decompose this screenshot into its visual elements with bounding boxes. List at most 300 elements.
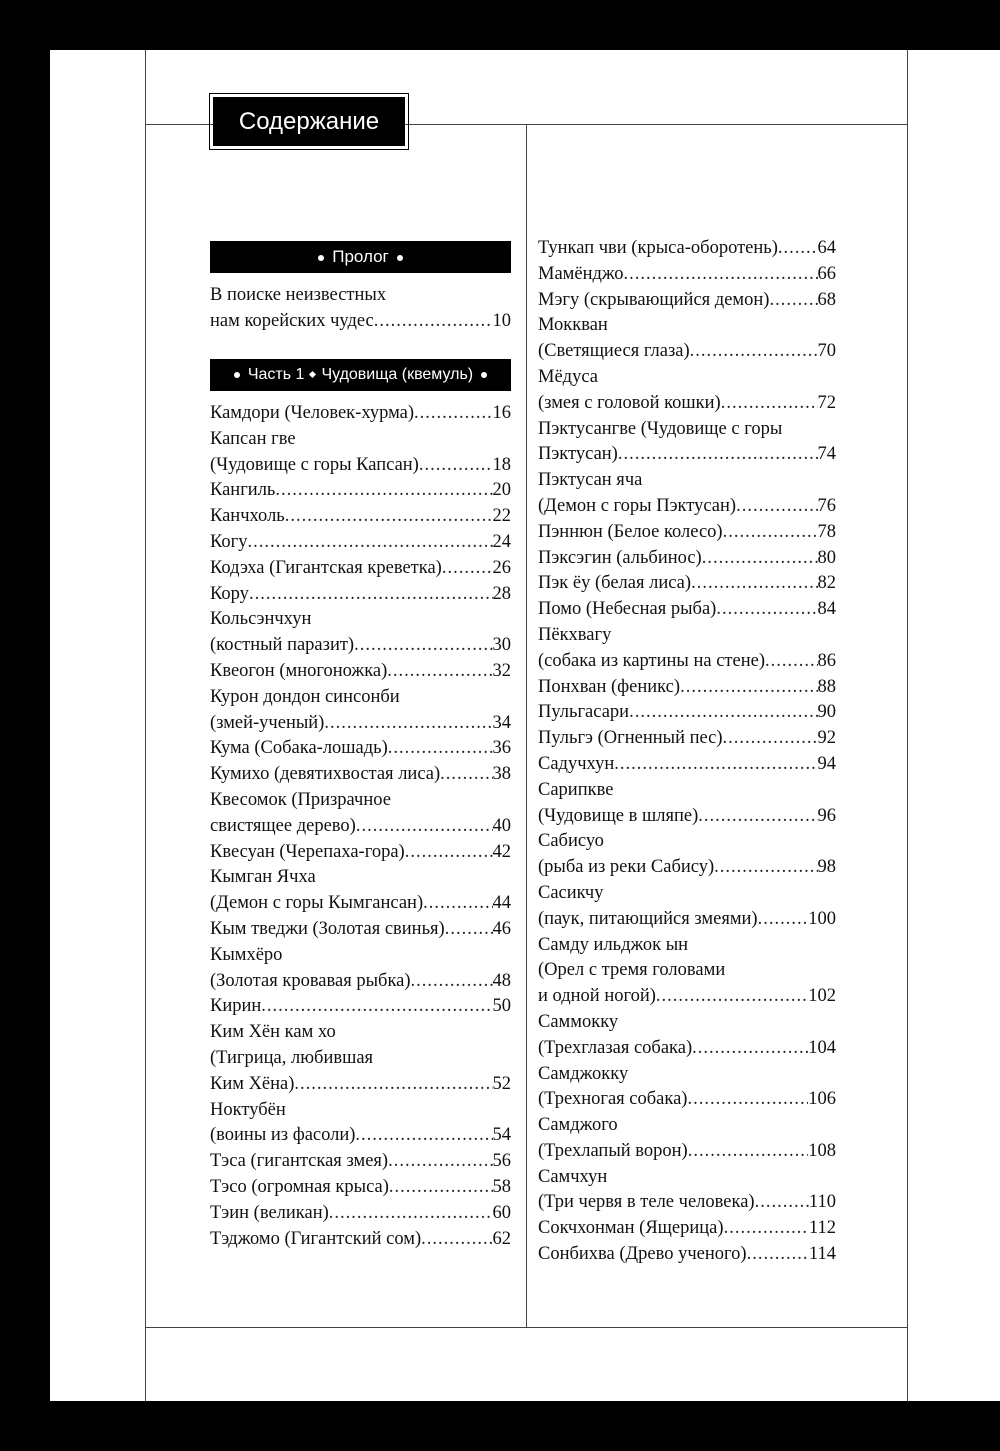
toc-entry-title: Пэктусан яча [538,470,643,491]
toc-entry [210,556,511,582]
toc-page-number: 54 [492,1125,511,1146]
toc-entry-line [538,933,836,959]
toc-entry-title: Ким Хёна) [210,1073,295,1094]
dot-leader [419,453,493,479]
toc-entry-line [210,283,511,309]
toc-entry [538,571,836,597]
toc-entry-final-line [210,1227,511,1253]
toc-entry [210,788,511,840]
part1-list [210,401,511,1252]
dot-leader [778,236,818,262]
toc-entry-final-line [210,530,511,556]
toc-entry-title: свистящее дерево) [210,815,356,836]
toc-entry-title: (Орел с тремя головами [538,960,726,981]
toc-page-number: 18 [492,454,511,475]
toc-entry-title: Самчхун [538,1166,608,1187]
toc-entry-line [538,468,836,494]
toc-entry-title: Тэин (великан) [210,1202,329,1223]
toc-entry-title: Квесомок (Призрачное [210,789,391,810]
prologue-heading-label: Пролог [332,247,389,266]
toc-entry-title: (паук, питающийся змеями) [538,908,758,929]
toc-page-number: 104 [808,1037,836,1058]
contents-title-box [213,97,405,146]
toc-page-number: 34 [492,712,511,733]
toc-page-number: 60 [492,1202,511,1223]
dot-leader [388,1149,492,1175]
toc-entry-final-line [538,520,836,546]
toc-entry [538,778,836,830]
dot-leader [769,288,817,314]
toc-entry-title: Кольсэнчхун [210,609,312,630]
toc-page-number: 80 [817,547,836,568]
toc-entry-line [538,1113,836,1139]
toc-entry-final-line [538,597,836,623]
toc-entry-title: Самду ильджок ын [538,934,689,955]
toc-entry-title: Кым тведжи (Золотая свинья) [210,918,445,939]
toc-page-number: 24 [492,531,511,552]
toc-entry-title: Кору [210,583,249,604]
toc-entry-final-line [210,1072,511,1098]
toc-entry-title: Кангиль [210,480,276,501]
dot-leader [691,571,817,597]
toc-entry-final-line [538,262,836,288]
dot-leader [411,969,493,995]
toc-entry-title: Камдори (Человек-хурма) [210,403,415,423]
toc-entry-final-line [538,494,836,520]
toc-entry [538,675,836,701]
toc-entry-line [210,865,511,891]
dot-leader [285,504,493,530]
toc-entry-title: Пэктусан) [538,444,618,465]
toc-entry [210,1175,511,1201]
toc-entry-final-line [538,442,836,468]
dot-leader [248,530,493,556]
right-vertical-rule [907,50,908,1401]
toc-entry-title: Канчхоль [210,506,285,527]
toc-entry [210,582,511,608]
toc-entry-line [210,685,511,711]
toc-entry-title: Тэджомо (Гигантский сом) [210,1228,422,1249]
toc-page-number: 106 [808,1089,836,1110]
toc-page-number: 96 [817,805,836,826]
toc-entry-final-line [210,840,511,866]
toc-page-number: 98 [817,857,836,878]
toc-entry [210,401,511,427]
toc-entry-final-line [538,984,836,1010]
toc-entry-title: Тункап чви (крыса-оборотень) [538,238,778,258]
dot-leader [414,401,492,427]
toc-entry-title: (Чудовище с горы Капсан) [210,454,419,475]
toc-entry-line [538,881,836,907]
toc-entry-title: (Светящиеся глаза) [538,341,690,362]
page-title: Содержание [238,108,380,135]
dot-leader [656,984,808,1010]
toc-entry [538,700,836,726]
toc-entry-final-line [538,804,836,830]
diamond-separator-icon [309,371,316,378]
toc-entry-title: (змей-ученый) [210,712,325,733]
toc-entry [538,597,836,623]
toc-page-number: 88 [817,676,836,697]
toc-entry-title: Кымхёро [210,944,283,965]
toc-entry [210,283,511,335]
toc-entry-final-line [538,726,836,752]
toc-entry [538,313,836,365]
toc-entry-line [538,623,836,649]
toc-page-number: 28 [492,583,511,604]
toc-entry-final-line [210,453,511,479]
toc-entry-final-line [538,1036,836,1062]
toc-page-number: 64 [817,238,836,258]
toc-entry-line [538,417,836,443]
toc-entry-title: (змея с головой кошки) [538,392,721,413]
dot-leader [388,736,493,762]
toc-entry-title: Кымган Ячха [210,867,316,888]
dot-leader [261,994,492,1020]
toc-entry [538,262,836,288]
toc-entry-title: Сокчхонман (Ящерица) [538,1218,724,1239]
toc-entry-title: Пэк ёу (белая лиса) [538,573,692,594]
dot-leader [692,1036,808,1062]
toc-entry-final-line [210,478,511,504]
toc-entry-final-line [538,675,836,701]
toc-entry-title: Пульгэ (Огненный пес) [538,728,723,749]
toc-entry-title: Сарипкве [538,779,614,800]
toc-entry-final-line [538,546,836,572]
toc-entry [538,468,836,520]
toc-page-number: 36 [492,738,511,759]
dot-leader [736,494,817,520]
toc-entry [538,829,836,881]
toc-entry-final-line [210,633,511,659]
dot-leader [354,633,492,659]
dot-leader [714,855,817,881]
toc-entry-title: Квесуан (Черепаха-гора) [210,841,405,862]
toc-entry-final-line [538,1242,836,1268]
toc-entry-title: Пэксэгин (альбинос) [538,547,702,568]
toc-entry-final-line [538,1087,836,1113]
toc-entry-title: (Демон с горы Кымгансан) [210,893,424,914]
toc-entry-final-line [210,969,511,995]
toc-entry [210,917,511,943]
part1-heading-name: Чудовища (квемуль) [321,366,474,383]
toc-entry-title: Ким Хён кам хо [210,1022,336,1043]
toc-entry-title: Кирин [210,996,262,1017]
dot-leader [421,1227,492,1253]
toc-page-number: 38 [492,764,511,785]
left-vertical-rule [145,50,146,1401]
toc-page-number: 72 [817,392,836,413]
toc-entry-final-line [210,917,511,943]
toc-page-number: 94 [817,753,836,774]
dot-leader [405,840,493,866]
toc-entry [210,659,511,685]
dot-leader [687,1087,808,1113]
toc-page-number: 58 [492,1176,511,1197]
dot-leader [721,391,818,417]
toc-page-number: 22 [492,506,511,527]
toc-entry-title: Саммокку [538,1011,619,1032]
toc-page-number: 114 [808,1244,836,1265]
toc-entry [538,726,836,752]
prologue-heading [210,241,511,273]
toc-entry-title: Квеогон (многоножка) [210,660,388,681]
toc-entry-line [210,788,511,814]
column-divider [526,124,527,1328]
toc-entry [210,530,511,556]
bullet-icon [397,255,403,261]
toc-page-number: 86 [817,650,836,671]
toc-entry [210,1227,511,1253]
toc-entry-title: (Три червя в теле человека) [538,1192,755,1213]
toc-page-number: 74 [817,444,836,465]
toc-page-number: 92 [817,728,836,749]
toc-entry-title: (Чудовище в шляпе) [538,805,699,826]
toc-page-number: 82 [817,573,836,594]
toc-entry [210,736,511,762]
dot-leader [355,1123,492,1149]
dot-leader [755,1190,809,1216]
dot-leader [765,649,817,675]
toc-entry-title: Пульгасари [538,702,630,723]
toc-page-number: 108 [808,1140,836,1161]
dot-leader [758,907,809,933]
toc-page-number: 20 [492,480,511,501]
toc-entry-line [538,1165,836,1191]
toc-entry-final-line [210,736,511,762]
toc-entry-final-line [538,649,836,675]
dot-leader [724,1216,809,1242]
toc-page-number: 100 [808,908,836,929]
toc-entry-title: Мэгу (скрывающийся демон) [538,289,770,310]
dot-leader [389,1175,493,1201]
toc-entry-line [210,1020,511,1046]
toc-entry [210,1020,511,1097]
toc-entry [538,288,836,314]
toc-entry-final-line [538,855,836,881]
toc-entry [210,762,511,788]
toc-page-number: 68 [817,289,836,310]
toc-page-number: 90 [817,702,836,723]
dot-leader [387,659,492,685]
toc-entry-title: (костный паразит) [210,635,355,656]
book-page [50,50,1000,1401]
toc-entry-final-line [538,571,836,597]
toc-entry-title: Кодэха (Гигантская креветка) [210,557,442,578]
dot-leader [249,582,493,608]
toc-entry-final-line [538,700,836,726]
toc-page-number: 52 [492,1073,511,1094]
toc-entry-title: Понхван (феникс) [538,676,681,697]
toc-page-number: 44 [492,893,511,914]
toc-entry-final-line [538,1139,836,1165]
toc-page-number: 16 [492,403,511,423]
dot-leader [698,804,817,830]
dot-leader [623,262,817,288]
toc-entry-final-line [210,582,511,608]
bullet-icon [234,372,240,378]
toc-page-number: 70 [817,341,836,362]
toc-entry [210,994,511,1020]
toc-entry-final-line [210,891,511,917]
part1-heading-part: Часть 1 [247,366,305,383]
toc-entry [538,1062,836,1114]
toc-entry [538,1113,836,1165]
toc-entry [538,933,836,1010]
dot-leader [716,597,817,623]
toc-entry [538,623,836,675]
right-column-list [538,236,836,1268]
toc-entry [210,504,511,530]
toc-entry-title: Садучхун [538,753,615,774]
toc-entry-line [538,778,836,804]
toc-entry-title: нам корейских чудес [210,310,374,331]
toc-entry-final-line [210,1123,511,1149]
toc-entry-final-line [210,1201,511,1227]
toc-entry-title: В поиске неизвестных [210,285,387,305]
toc-entry-final-line [210,994,511,1020]
toc-entry-title: (Тигрица, любившая [210,1047,374,1068]
toc-page-number: 78 [817,521,836,542]
toc-entry-title: Сабисуо [538,831,604,852]
toc-entry-title: Моккван [538,315,608,336]
toc-entry-title: Сасикчу [538,882,604,903]
toc-entry-title: Курон дондон синсонби [210,686,400,707]
toc-entry-title: Когу [210,531,248,552]
toc-entry [538,1216,836,1242]
toc-entry-final-line [210,1149,511,1175]
toc-page-number: 56 [492,1151,511,1172]
toc-entry-line [538,365,836,391]
toc-page-number: 10 [492,310,511,331]
toc-page-number: 30 [492,635,511,656]
dot-leader [688,1139,809,1165]
toc-entry [538,236,836,262]
prologue-list [210,283,511,335]
toc-entry-title: Кумихо (девятихвостая лиса) [210,764,441,785]
toc-entry-final-line [538,907,836,933]
dot-leader [324,711,492,737]
dot-leader [445,917,493,943]
toc-entry-title: Самджокку [538,1063,629,1084]
dot-leader [614,752,817,778]
toc-entry-line [538,958,836,984]
toc-page-number: 40 [492,815,511,836]
dot-leader [680,675,817,701]
toc-entry [538,417,836,469]
toc-entry-title: (Золотая кровавая рыбка) [210,970,411,991]
toc-entry [210,478,511,504]
toc-entry [538,881,836,933]
dot-leader [374,309,493,335]
toc-entry-final-line [210,814,511,840]
dot-leader [618,442,818,468]
toc-entry [210,427,511,479]
toc-entry-final-line [210,762,511,788]
toc-entry-title: Ноктубён [210,1099,286,1120]
toc-entry-final-line [538,1190,836,1216]
toc-entry [210,1201,511,1227]
toc-entry [210,607,511,659]
toc-entry-title: Пэннюн (Белое колесо) [538,521,723,542]
toc-entry-final-line [538,752,836,778]
toc-entry-final-line [538,288,836,314]
toc-entry-title: Пэктусангве (Чудовище с горы [538,418,783,439]
toc-entry-final-line [210,401,511,427]
toc-page-number: 48 [492,970,511,991]
toc-entry-final-line [210,659,511,685]
toc-entry [538,520,836,546]
dot-leader [629,700,817,726]
toc-entry [210,865,511,917]
dot-leader [723,520,818,546]
dot-leader [329,1201,493,1227]
toc-page-number: 50 [492,996,511,1017]
toc-entry-final-line [210,1175,511,1201]
dot-leader [423,891,492,917]
toc-entry-final-line [210,504,511,530]
toc-page-number: 62 [492,1228,511,1249]
toc-entry-title: Тэсо (огромная крыса) [210,1176,389,1197]
toc-entry [538,546,836,572]
toc-page-number: 46 [492,918,511,939]
toc-entry-line [210,427,511,453]
part1-heading [210,359,511,391]
dot-leader [356,814,493,840]
toc-entry-title: (Трехглазая собака) [538,1037,693,1058]
toc-entry-title: (Трехногая собака) [538,1089,688,1110]
toc-page-number: 76 [817,495,836,516]
bullet-icon [481,372,487,378]
toc-page-number: 84 [817,599,836,620]
toc-entry-final-line [210,556,511,582]
toc-entry-final-line [210,309,511,335]
toc-entry-final-line [538,391,836,417]
toc-entry-final-line [538,1216,836,1242]
dot-leader [702,546,818,572]
toc-entry [538,1242,836,1268]
bullet-icon [318,255,324,261]
toc-page-number: 26 [492,557,511,578]
toc-page-number: 112 [808,1218,836,1239]
toc-page-number: 102 [808,986,836,1007]
toc-entry-line [210,1098,511,1124]
toc-entry [538,1165,836,1217]
dot-leader [440,762,492,788]
toc-entry-title: Сонбихва (Древо ученого) [538,1244,747,1265]
toc-entry-line [538,1010,836,1036]
toc-entry-title: (Демон с горы Пэктусан) [538,495,737,516]
toc-entry [538,1010,836,1062]
toc-entry-title: (Трехлапый ворон) [538,1140,688,1161]
dot-leader [747,1242,809,1268]
toc-entry-title: (рыба из реки Сабису) [538,857,715,878]
toc-entry-line [210,943,511,969]
toc-entry-title: Тэса (гигантская змея) [210,1151,389,1172]
toc-entry-title: Капсан гве [210,428,296,449]
toc-entry-title: (воины из фасоли) [210,1125,356,1146]
toc-page-number: 66 [817,263,836,284]
dot-leader [294,1072,492,1098]
toc-entry-line [538,313,836,339]
toc-entry-line [538,829,836,855]
toc-entry-title: Кума (Собака-лошадь) [210,738,388,759]
toc-entry-title: Мамёнджо [538,263,624,284]
toc-entry-line [210,1046,511,1072]
toc-entry [210,840,511,866]
toc-entry-title: Помо (Небесная рыба) [538,599,717,620]
toc-page-number: 32 [492,660,511,681]
